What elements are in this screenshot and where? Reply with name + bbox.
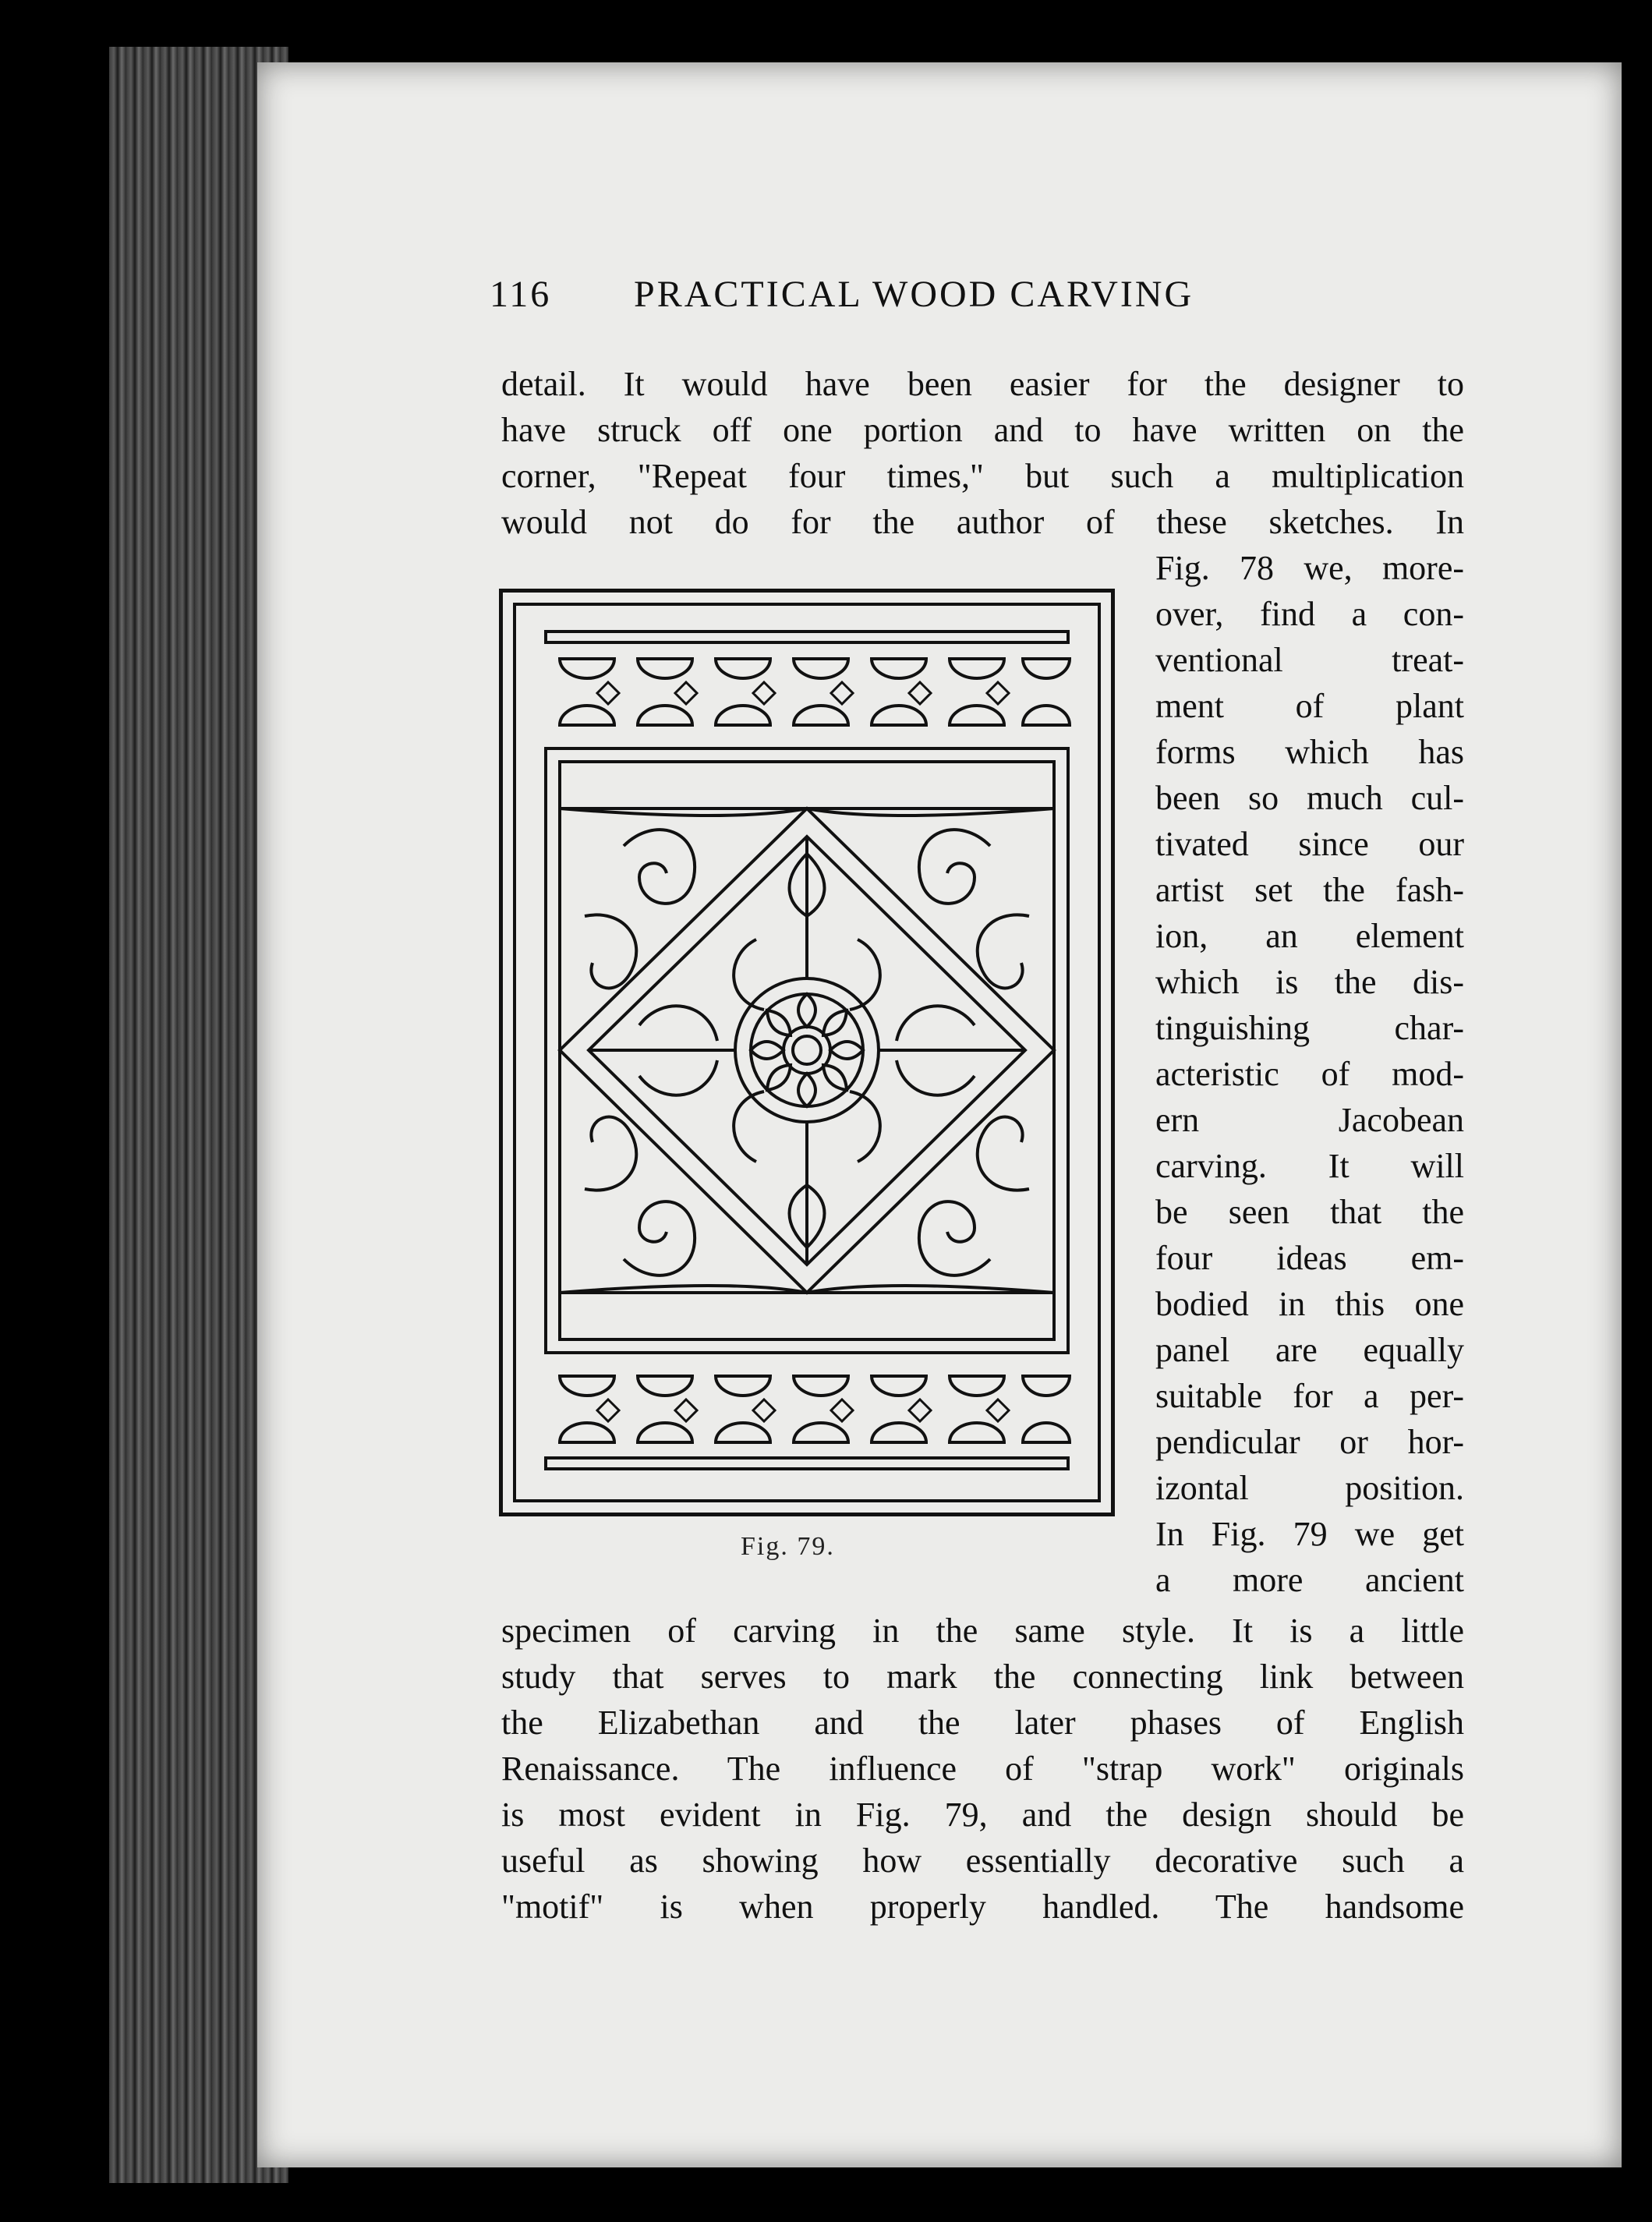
text-line: ment of plant bbox=[1155, 687, 1464, 725]
text-line: pendicular or hor- bbox=[1155, 1423, 1464, 1461]
text-line: corner, "Repeat four times," but such a multiplication bbox=[501, 457, 1464, 495]
text-line: four ideas em- bbox=[1155, 1239, 1464, 1277]
carved-panel-illustration bbox=[499, 589, 1115, 1516]
text-line: forms which has bbox=[1155, 733, 1464, 771]
text-line: Renaissance. The influence of "strap work" originals bbox=[501, 1750, 1464, 1788]
running-title: PRACTICAL WOOD CARVING bbox=[634, 274, 1194, 315]
text-line: In Fig. 79 we get bbox=[1155, 1515, 1464, 1553]
text-line: artist set the fash- bbox=[1155, 871, 1464, 909]
text-line: ventional treat- bbox=[1155, 641, 1464, 679]
text-line: acteristic of mod- bbox=[1155, 1055, 1464, 1093]
text-line: which is the dis- bbox=[1155, 963, 1464, 1001]
text-line: the Elizabethan and the later phases of English bbox=[501, 1704, 1464, 1742]
text-line: panel are equally bbox=[1155, 1331, 1464, 1369]
page-number: 116 bbox=[490, 274, 552, 315]
text-line: ern Jacobean bbox=[1155, 1101, 1464, 1139]
text-line: tinguishing char- bbox=[1155, 1009, 1464, 1047]
text-line: carving. It will bbox=[1155, 1147, 1464, 1185]
text-line: tivated since our bbox=[1155, 825, 1464, 863]
text-line: suitable for a per- bbox=[1155, 1377, 1464, 1415]
text-line: izontal position. bbox=[1155, 1469, 1464, 1507]
page-header bbox=[490, 273, 1308, 320]
text-line: "motif" is when properly handled. The handsome bbox=[501, 1888, 1464, 1926]
text-line: ion, an element bbox=[1155, 917, 1464, 955]
text-line: is most evident in Fig. 79, and the design should be bbox=[501, 1796, 1464, 1834]
text-line: a more ancient bbox=[1155, 1561, 1464, 1599]
text-line: Fig. 78 we, more- bbox=[1155, 549, 1464, 587]
figure-caption: Fig. 79. bbox=[741, 1532, 835, 1561]
text-line: detail. It would have been easier for the designer to bbox=[501, 365, 1464, 403]
text-line: bodied in this one bbox=[1155, 1285, 1464, 1323]
text-line: be seen that the bbox=[1155, 1193, 1464, 1231]
panel-drawing bbox=[499, 589, 1115, 1516]
text-line: been so much cul- bbox=[1155, 779, 1464, 817]
text-line: study that serves to mark the connecting link between bbox=[501, 1658, 1464, 1696]
text-line: have struck off one portion and to have written on the bbox=[501, 411, 1464, 449]
text-line: would not do for the author of these sketches. In bbox=[501, 503, 1464, 541]
text-line: useful as showing how essentially decorative such a bbox=[501, 1842, 1464, 1880]
text-line: over, find a con- bbox=[1155, 595, 1464, 633]
text-line: specimen of carving in the same style. It is a little bbox=[501, 1612, 1464, 1650]
